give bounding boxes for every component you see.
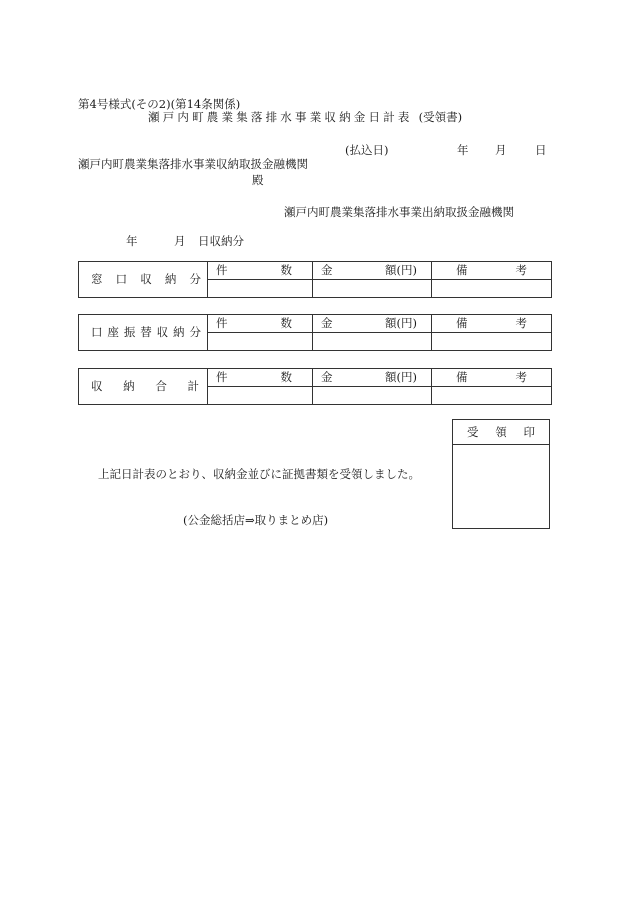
- transfer-receipts-label: 口 座 振 替 収 納 分: [79, 315, 208, 351]
- total-receipts-label: 収 納 合 計: [79, 369, 208, 405]
- receipt-stamp-header: 受 領 印: [453, 420, 549, 445]
- receipt-date-year: 年: [126, 234, 138, 248]
- receipt-statement: 上記日計表のとおり、収納金並びに証拠書類を受領しました。: [98, 467, 420, 481]
- route-note: (公金総括店⇒取りまとめ店): [183, 513, 329, 527]
- remarks-header: 備 考: [432, 369, 552, 387]
- addressee-name: 瀬戸内町農業集落排水事業収納取扱金融機関: [78, 157, 308, 171]
- count-header: 件 数: [208, 315, 313, 333]
- payment-date-year: 年: [457, 143, 469, 157]
- remarks-value-cell[interactable]: [432, 333, 552, 351]
- payment-date-month: 月: [495, 143, 507, 157]
- addressee-honorific: 殿: [252, 173, 264, 187]
- title-main: 瀬戸内町農業集落排水事業収納金日計表: [148, 110, 413, 124]
- document-title: [148, 109, 462, 125]
- title-subtitle: (受領書): [418, 110, 463, 124]
- amount-value-cell[interactable]: [313, 333, 432, 351]
- sender-name: 瀬戸内町農業集落排水事業出納取扱金融機関: [284, 205, 514, 219]
- counter-receipts-label: 窓 口 収 納 分: [79, 262, 208, 298]
- payment-date-label: (払込日): [345, 143, 389, 157]
- count-value-cell[interactable]: [208, 387, 313, 405]
- amount-header: 金 額(円): [313, 262, 432, 280]
- count-header: 件 数: [208, 369, 313, 387]
- amount-value-cell[interactable]: [313, 280, 432, 298]
- count-value-cell[interactable]: [208, 333, 313, 351]
- payment-date-line: [345, 142, 547, 158]
- remarks-value-cell[interactable]: [432, 280, 552, 298]
- amount-header: 金 額(円): [313, 315, 432, 333]
- remarks-value-cell[interactable]: [432, 387, 552, 405]
- form-number: 第4号様式(その2)(第14条関係): [78, 97, 241, 111]
- receipt-date-line: [126, 233, 244, 249]
- payment-date-day: 日: [535, 143, 547, 157]
- counter-receipts-table: [78, 261, 552, 298]
- count-value-cell[interactable]: [208, 280, 313, 298]
- receipt-stamp-box[interactable]: [452, 419, 550, 529]
- count-header: 件 数: [208, 262, 313, 280]
- amount-header: 金 額(円): [313, 369, 432, 387]
- amount-value-cell[interactable]: [313, 387, 432, 405]
- remarks-header: 備 考: [432, 262, 552, 280]
- total-receipts-table: [78, 368, 552, 405]
- receipt-date-month: 月: [174, 234, 186, 248]
- remarks-header: 備 考: [432, 315, 552, 333]
- transfer-receipts-table: [78, 314, 552, 351]
- receipt-date-suffix: 日収納分: [198, 234, 244, 248]
